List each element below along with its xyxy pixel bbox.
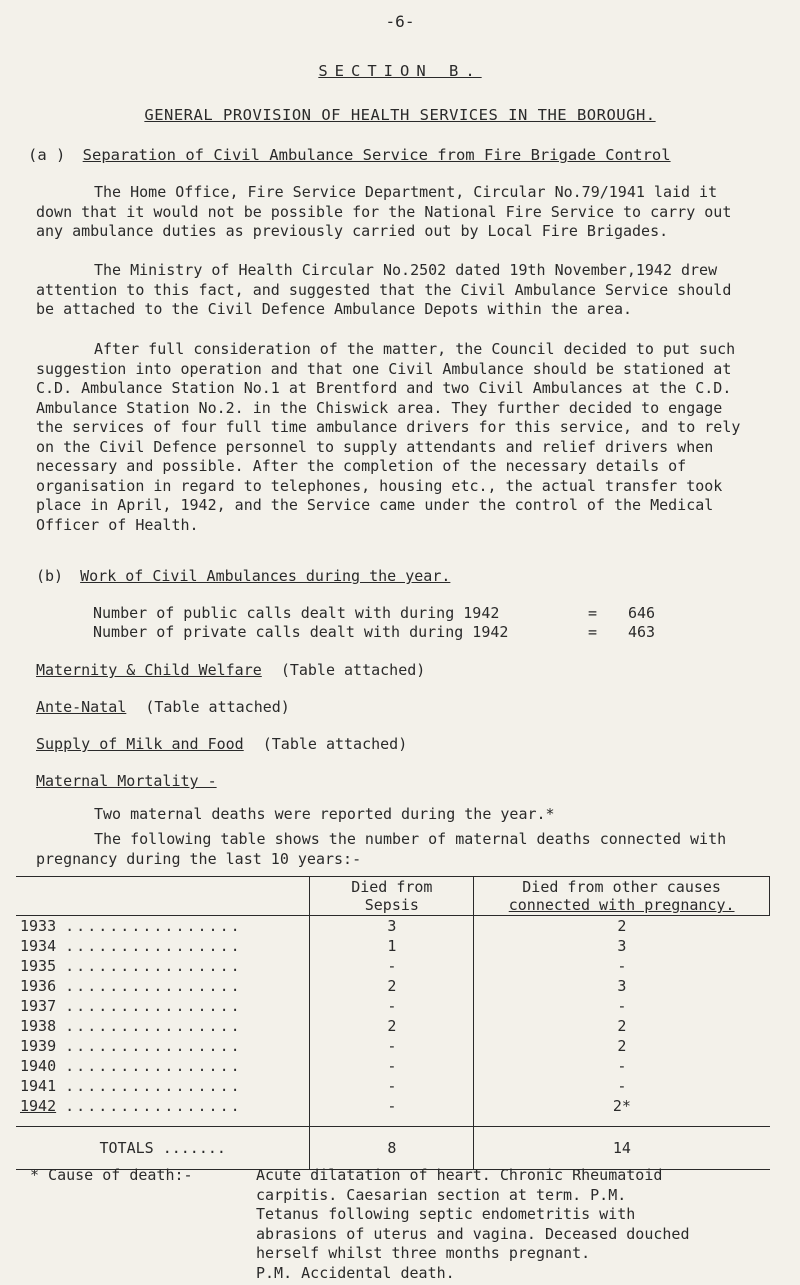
section-note: (Table attached) (262, 735, 408, 753)
sepsis-cell: 1 (310, 936, 474, 956)
sepsis-cell: - (310, 1096, 474, 1116)
page-number: -6- (385, 12, 415, 31)
calls-value: 463 (628, 623, 656, 641)
other-cell: - (474, 996, 770, 1016)
other-cell: 2* (474, 1096, 770, 1116)
table-row: 1937 ................ - - (16, 996, 770, 1016)
calls-eq: = (588, 604, 598, 622)
other-cell: 3 (474, 976, 770, 996)
footnote-line: abrasions of uterus and vagina. Deceased douched (256, 1224, 690, 1243)
sepsis-cell: - (310, 1036, 474, 1056)
footnote-line: Acute dilatation of heart. Chronic Rheumatoid (256, 1166, 663, 1184)
totals-label: TOTALS ....... (16, 1127, 310, 1170)
year-cell: 1940 (20, 1057, 57, 1075)
calls-value: 646 (628, 604, 656, 622)
year-cell: 1939 (20, 1037, 57, 1055)
other-cell: - (474, 1076, 770, 1096)
table-header-row (16, 877, 770, 916)
maternal-paragraph-1: Two maternal deaths were reported during the year.* (94, 805, 555, 823)
section-heading: Supply of Milk and Food (36, 735, 244, 753)
other-cell: 3 (474, 936, 770, 956)
calls-label: Number of private calls dealt with during 1942 (93, 623, 509, 641)
part-a-paragraph-1: The Home Office, Fire Service Department, Circular No.79/1941 laid it down that it would not be possible for the National Fire Service to carry out any ambulance duties as previously carried out by Local Fire Brigades. (36, 183, 732, 240)
calls-row (93, 623, 713, 642)
part-b-marker: (b) (36, 567, 64, 585)
totals-other: 14 (474, 1127, 770, 1170)
table-row: 1933 ................ 3 2 (16, 916, 770, 937)
sepsis-cell: - (310, 996, 474, 1016)
footnote-line: Tetanus following septic endometritis with (256, 1205, 636, 1223)
footnote-line: P.M. Accidental death. (256, 1263, 455, 1282)
table-row: 1936 ................ 2 3 (16, 976, 770, 996)
footnote-line: herself whilst three months pregnant. (256, 1244, 591, 1262)
other-cell: - (474, 956, 770, 976)
sepsis-cell: - (310, 956, 474, 976)
part-a-paragraph-2: The Ministry of Health Circular No.2502 dated 19th November,1942 drew attention to this fact, and suggested that the Civil Ambulance Service should be attached to the Civil Defence Ambulance Depots within the area. (36, 261, 732, 318)
table-spacer-row (16, 1116, 770, 1127)
col-other-header: Died from other causes connected with pregnancy. (474, 877, 770, 916)
other-cell: 2 (474, 1016, 770, 1036)
col-sepsis-header: Died from Sepsis (310, 877, 474, 916)
section-heading: Ante-Natal (36, 698, 127, 716)
section-note: (Table attached) (280, 661, 426, 679)
main-heading: GENERAL PROVISION OF HEALTH SERVICES IN THE BOROUGH. (144, 106, 656, 124)
year-cell: 1942 (20, 1097, 57, 1115)
section-milk-food (36, 735, 407, 753)
section-ante-natal (36, 698, 290, 716)
year-cell: 1938 (20, 1017, 57, 1035)
section-note: (Table attached) (145, 698, 290, 716)
year-cell: 1933 (20, 917, 57, 935)
year-cell: 1934 (20, 937, 57, 955)
other-cell: 2 (474, 1036, 770, 1056)
year-cell: 1936 (20, 977, 57, 995)
table-row: 1939 ................ - 2 (16, 1036, 770, 1056)
table-corner (16, 877, 310, 916)
part-a-heading-line (28, 146, 671, 164)
footnote-label: * Cause of death:- (30, 1166, 193, 1184)
section-heading: Maternity & Child Welfare (36, 661, 262, 679)
table-row: 1934 ................ 1 3 (16, 936, 770, 956)
footnote-text (256, 1166, 776, 1283)
totals-row (16, 1127, 770, 1170)
calls-eq: = (588, 623, 598, 641)
footnote-line: carpitis. Caesarian section at term. P.M. (256, 1185, 627, 1204)
totals-sepsis: 8 (310, 1127, 474, 1170)
maternal-paragraph-2: The following table shows the number of maternal deaths connected with pregnancy during the last 10 years:- (36, 830, 727, 868)
table-row: 1938 ................ 2 2 (16, 1016, 770, 1036)
sepsis-cell: 2 (310, 976, 474, 996)
calls-list (93, 604, 713, 642)
maternal-heading: Maternal Mortality - (36, 772, 217, 790)
calls-label: Number of public calls dealt with during 1942 (93, 604, 500, 622)
calls-row (93, 604, 713, 623)
sepsis-cell: - (310, 1076, 474, 1096)
part-b-heading: Work of Civil Ambulances during the year. (80, 567, 451, 585)
maternal-deaths-table (16, 876, 770, 1170)
part-a-marker: (a ) (28, 146, 66, 164)
section-title: SECTION B. (318, 62, 482, 80)
part-a-heading: Separation of Civil Ambulance Service from Fire Brigade Control (82, 146, 671, 164)
part-a-paragraph-3: After full consideration of the matter, the Council decided to put such suggestion into operation and that one Civil Ambulance should be stationed at C.D. Ambulance Station No.1 at Brentford and two Civil Ambulances at the C.D. Ambulance Station No.2. in the Chiswick area. They further decided to engage the services of four full time ambulance drivers for this service, and to rely on the Civil Defence personnel to supply attendants and relief drivers when necessary and possible. After the completion of the necessary details of organisation in regard to telephones, housing etc., the actual transfer took place in April, 1942, and the Service came under the control of the Medical Officer of Health. (36, 340, 741, 534)
other-cell: - (474, 1056, 770, 1076)
part-b-heading-line (36, 567, 450, 585)
section-maternity (36, 661, 425, 679)
sepsis-cell: - (310, 1056, 474, 1076)
other-cell: 2 (474, 916, 770, 937)
table-row: 1942 ................ - 2* (16, 1096, 770, 1116)
sepsis-cell: 2 (310, 1016, 474, 1036)
year-cell: 1935 (20, 957, 57, 975)
sepsis-cell: 3 (310, 916, 474, 937)
year-cell: 1937 (20, 997, 57, 1015)
table-row: 1940 ................ - - (16, 1056, 770, 1076)
table-row: 1941 ................ - - (16, 1076, 770, 1096)
year-cell: 1941 (20, 1077, 57, 1095)
table-row: 1935 ................ - - (16, 956, 770, 976)
